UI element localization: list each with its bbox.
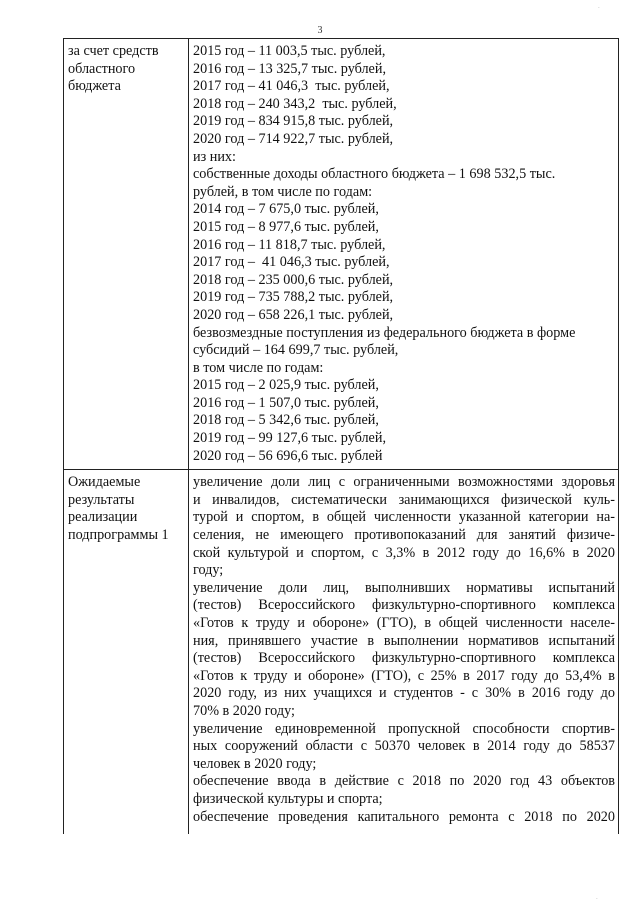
row-label-line: бюджета: [68, 78, 121, 95]
row-text-line: 2016 год – 11 818,7 тыс. рублей,: [193, 236, 386, 253]
row-text-line: 2017 год – 41 046,3 тыс. рублей,: [193, 254, 390, 271]
row-label-line: Ожидаемые: [68, 474, 141, 491]
row-text-line: 2020 год – 714 922,7 тыс. рублей,: [193, 130, 394, 147]
expected-results-label-cell: [64, 470, 189, 835]
row-text-line: ных сооружений области с 50370 человек в 2014 году до 58537: [193, 738, 615, 755]
regional-budget-content-cell: [189, 39, 619, 470]
row-label-line: областного: [68, 60, 136, 77]
row-text-line: селения, не имеющего противопоказаний для занятий физиче-: [193, 527, 615, 544]
row-text-line: 2020 год – 56 696,6 тыс. рублей: [193, 447, 383, 464]
row-label-line: подпрограммы 1: [68, 527, 169, 544]
row-text-line: 70% в 2020 году;: [193, 702, 295, 719]
program-passport-table: [63, 38, 619, 834]
row-text-line: 2018 год – 240 343,2 тыс. рублей,: [193, 95, 397, 112]
regional-budget-label-cell: [64, 39, 189, 470]
row-text-line: 2019 год – 99 127,6 тыс. рублей,: [193, 430, 386, 447]
row-text-line: 2015 год – 8 977,6 тыс. рублей,: [193, 218, 379, 235]
row-text-line: 2019 год – 735 788,2 тыс. рублей,: [193, 289, 394, 306]
row-text-line: «Готов к труду и обороне» (ГТО), с 25% в 2017 году до 53,4% в: [193, 667, 615, 684]
scan-corner-mark-top: .: [598, 2, 600, 10]
row-text-line: 2016 год – 13 325,7 тыс. рублей,: [193, 60, 386, 77]
expected-results-content-cell: [189, 470, 619, 835]
row-text-line: (тестов) Всероссийского физкультурно-спортивного комплекса: [193, 650, 615, 667]
row-label-line: результаты: [68, 491, 135, 508]
row-text-line: ния, принявшего участие в выполнении нормативов испытаний: [193, 632, 615, 649]
row-text-line: 2018 год – 235 000,6 тыс. рублей,: [193, 271, 394, 288]
row-text-line: обеспечение проведения капитального ремонта с 2018 по 2020: [193, 808, 615, 825]
row-text-line: турой и спортом, в общей численности указанной категории на-: [193, 509, 615, 526]
table-row-expected-results: [64, 470, 619, 835]
row-label-line: за счет средств: [68, 43, 159, 59]
row-text-line: 2015 год – 2 025,9 тыс. рублей,: [193, 377, 379, 394]
row-text-line: (тестов) Всероссийского физкультурно-спортивного комплекса: [193, 597, 615, 614]
row-text-line: из них:: [193, 148, 236, 165]
row-text-line: 2019 год – 834 915,8 тыс. рублей,: [193, 113, 394, 130]
row-text-line: 2020 год – 658 226,1 тыс. рублей,: [193, 306, 394, 323]
row-text-line: 2016 год – 1 507,0 тыс. рублей,: [193, 394, 379, 411]
row-text-line: увеличение доли лиц с ограниченными возможностями здоровья: [193, 474, 615, 491]
row-text-line: увеличение единовременной пропускной способности спортив-: [193, 720, 615, 737]
row-text-line: 2015 год – 11 003,5 тыс. рублей,: [193, 43, 386, 59]
row-text-line: 2014 год – 7 675,0 тыс. рублей,: [193, 201, 379, 218]
row-text-line: 2020 году, из них учащихся и студентов - с 30% в 2016 году до: [193, 685, 615, 702]
page-number: 3: [317, 25, 323, 36]
table-row-regional-budget: [64, 39, 619, 470]
row-text-line: физической культуры и спорта;: [193, 790, 383, 807]
row-text-line: 2017 год – 41 046,3 тыс. рублей,: [193, 78, 390, 95]
row-text-line: году;: [193, 562, 224, 579]
row-text-line: собственные доходы областного бюджета – 1 698 532,5 тыс.: [193, 166, 556, 183]
row-text-line: «Готов к труду и обороне» (ГТО), в общей численности населе-: [193, 615, 615, 631]
row-text-line: субсидий – 164 699,7 тыс. рублей,: [193, 342, 399, 359]
row-text-line: 2018 год – 5 342,6 тыс. рублей,: [193, 412, 379, 429]
row-text-line: безвозмездные поступления из федерального бюджета в форме: [193, 324, 576, 341]
row-text-line: увеличение доли лиц, выполнивших нормативы испытаний: [193, 579, 615, 596]
row-text-line: обеспечение ввода в действие с 2018 по 2020 год 43 объектов: [193, 773, 615, 790]
row-label-line: реализации: [68, 509, 138, 526]
row-text-line: ской культурой и спортом, с 3,3% в 2012 году до 16,6% в 2020: [193, 544, 615, 561]
scan-corner-mark-bottom: .: [596, 893, 598, 901]
row-text-line: в том числе по годам:: [193, 359, 324, 376]
row-text-line: человек в 2020 году;: [193, 755, 317, 772]
row-text-line: рублей, в том числе по годам:: [193, 183, 373, 200]
row-text-line: и инвалидов, систематически занимающихся физической куль-: [193, 491, 615, 508]
